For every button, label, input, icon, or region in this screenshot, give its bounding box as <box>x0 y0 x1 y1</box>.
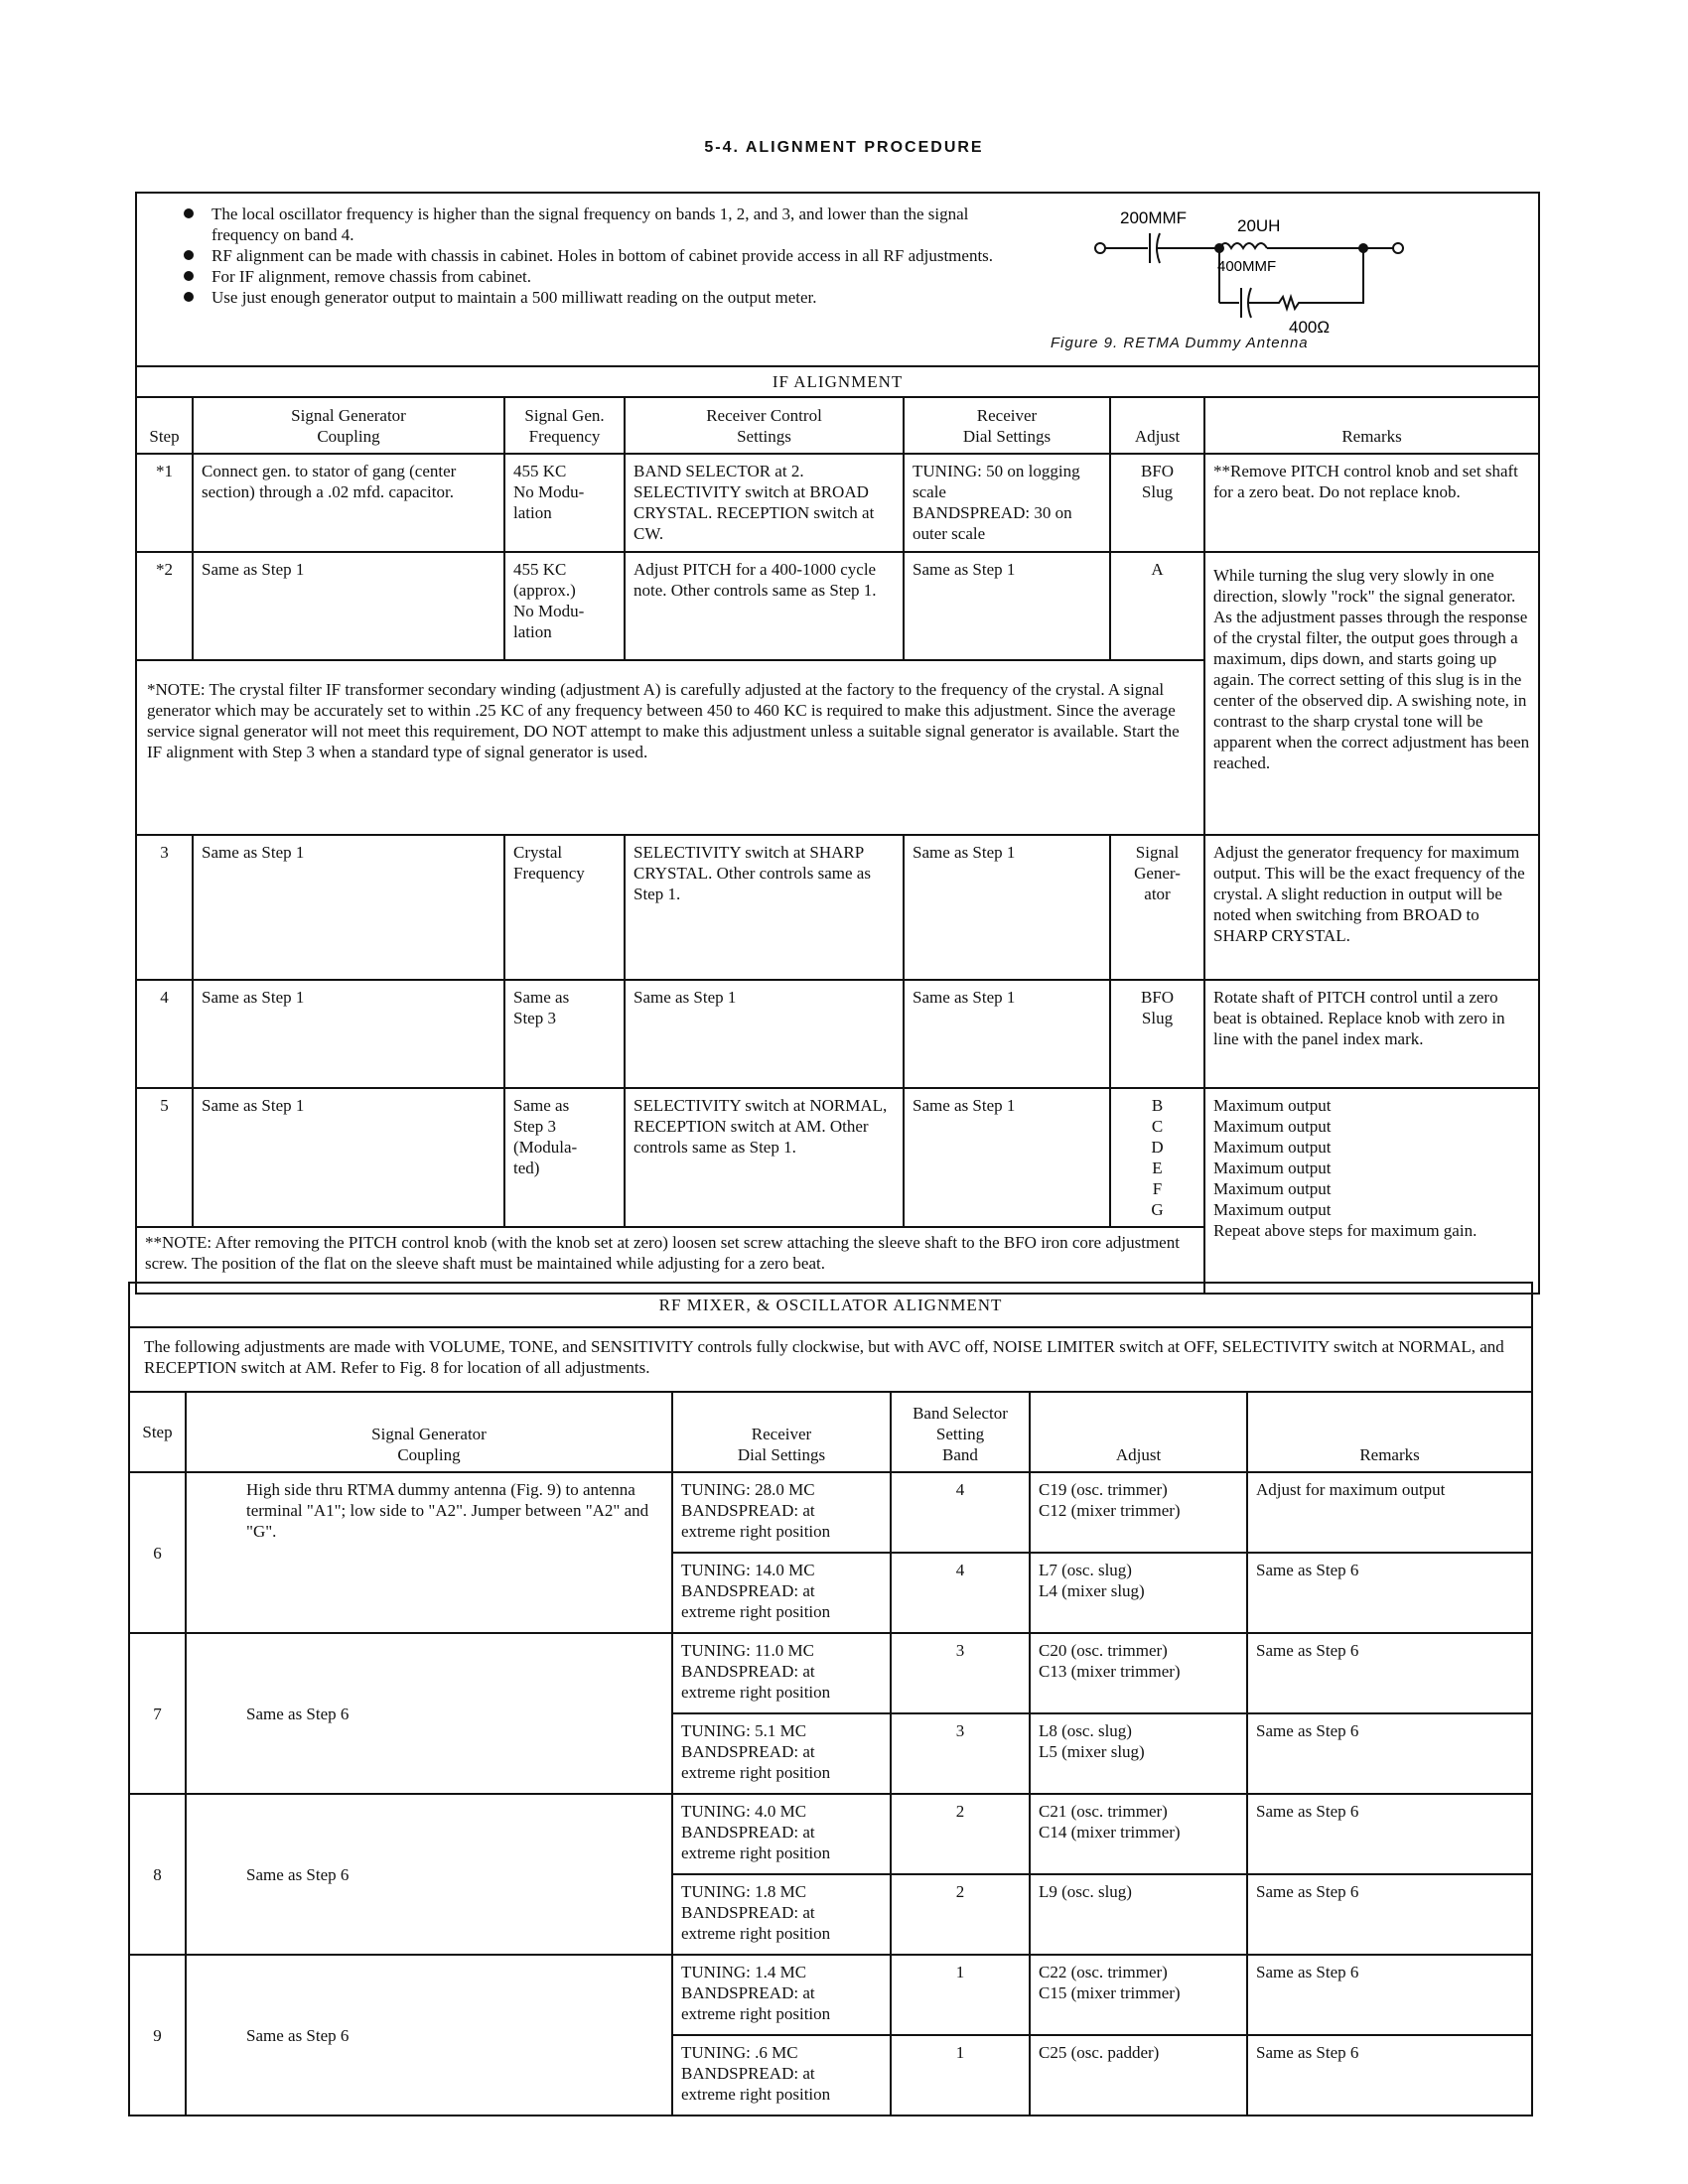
dial-settings: TUNING: 14.0 MC BANDSPREAD: at extreme right position <box>672 1553 891 1633</box>
step: 6 <box>129 1472 186 1633</box>
coupling: High side thru RTMA dummy antenna (Fig. 9) to antenna terminal "A1"; low side to "A2". Jumper between "A2" and "G". <box>186 1472 672 1633</box>
step: *2 <box>136 552 193 660</box>
table-row <box>129 1472 1532 1553</box>
bullet-item: Use just enough generator output to maintain a 500 milliwatt reading on the output meter. <box>182 287 996 308</box>
col-header: Adjust <box>1030 1392 1247 1472</box>
dial-settings: TUNING: 11.0 MC BANDSPREAD: at extreme right position <box>672 1633 891 1713</box>
coupling: Same as Step 1 <box>193 835 504 980</box>
frequency: 455 KC (approx.) No Modu- lation <box>504 552 625 660</box>
notes-box <box>135 192 1540 367</box>
band: 1 <box>891 1955 1030 2035</box>
band: 4 <box>891 1553 1030 1633</box>
adjust: A <box>1110 552 1204 660</box>
adjust: C20 (osc. trimmer) C13 (mixer trimmer) <box>1030 1633 1247 1713</box>
table-row <box>129 1955 1532 2035</box>
bullet-item: For IF alignment, remove chassis from cabinet. <box>182 266 996 287</box>
bullet-item: RF alignment can be made with chassis in cabinet. Holes in bottom of cabinet provide access in all RF adjustments. <box>182 245 996 266</box>
step: *1 <box>136 454 193 552</box>
section-title: RF MIXER, & OSCILLATOR ALIGNMENT <box>129 1283 1532 1327</box>
col-header: Receiver Dial Settings <box>904 397 1110 454</box>
step: 5 <box>136 1088 193 1227</box>
band: 1 <box>891 2035 1030 2116</box>
remarks: Same as Step 6 <box>1247 1955 1532 2035</box>
dial-settings: Same as Step 1 <box>904 835 1110 980</box>
adjust: BFO Slug <box>1110 454 1204 552</box>
adjust: L8 (osc. slug) L5 (mixer slug) <box>1030 1713 1247 1794</box>
coupling: Same as Step 6 <box>186 1633 672 1794</box>
control-settings: Adjust PITCH for a 400-1000 cycle note. Other controls same as Step 1. <box>625 552 904 660</box>
remarks: Same as Step 6 <box>1247 2035 1532 2116</box>
frequency: 455 KC No Modu- lation <box>504 454 625 552</box>
control-settings: BAND SELECTOR at 2. SELECTIVITY switch at BROAD CRYSTAL. RECEPTION switch at CW. <box>625 454 904 552</box>
dial-settings: Same as Step 1 <box>904 1088 1110 1227</box>
figure-caption: Figure 9. RETMA Dummy Antenna <box>1051 335 1309 351</box>
adjust: L7 (osc. slug) L4 (mixer slug) <box>1030 1553 1247 1633</box>
table-row <box>136 454 1539 552</box>
col-header: Receiver Control Settings <box>625 397 904 454</box>
control-settings: Same as Step 1 <box>625 980 904 1088</box>
dial-settings: TUNING: 5.1 MC BANDSPREAD: at extreme right position <box>672 1713 891 1794</box>
bullet-item: The local oscillator frequency is higher than the signal frequency on bands 1, 2, and 3, and lower than the signal frequency on band 4. <box>182 204 996 245</box>
remarks: Maximum output Maximum output Maximum output Maximum output Maximum output Maximum output Repeat above steps for maximum gain. <box>1204 1088 1539 1294</box>
dial-settings: TUNING: 1.8 MC BANDSPREAD: at extreme right position <box>672 1874 891 1955</box>
capacitor-label: 200MMF <box>1120 208 1188 227</box>
table-row <box>129 1633 1532 1713</box>
coupling: Same as Step 6 <box>186 1955 672 2116</box>
capacitor2-label: 400MMF <box>1217 258 1277 275</box>
table-row <box>129 1794 1532 1874</box>
step: 8 <box>129 1794 186 1955</box>
col-header: Signal Generator Coupling <box>193 397 504 454</box>
adjust: B C D E F G <box>1110 1088 1204 1227</box>
dial-settings: TUNING: 1.4 MC BANDSPREAD: at extreme right position <box>672 1955 891 2035</box>
rf-alignment-table <box>128 1282 1533 2116</box>
adjust: BFO Slug <box>1110 980 1204 1088</box>
page-title: 5-4. ALIGNMENT PROCEDURE <box>704 139 984 156</box>
col-header: Step <box>136 397 193 454</box>
table-row <box>136 552 1539 660</box>
adjust: C22 (osc. trimmer) C15 (mixer trimmer) <box>1030 1955 1247 2035</box>
col-header: Remarks <box>1247 1392 1532 1472</box>
coupling: Connect gen. to stator of gang (center section) through a .02 mfd. capacitor. <box>193 454 504 552</box>
rf-intro: The following adjustments are made with VOLUME, TONE, and SENSITIVITY controls fully clockwise, but with AVC off, NOISE LIMITER switch at OFF, SELECTIVITY switch at NORMAL, and RECEPTION switch at AM. Refer to Fig. 8 for location of all adjustments. <box>129 1327 1532 1392</box>
step: 9 <box>129 1955 186 2116</box>
coupling: Same as Step 6 <box>186 1794 672 1955</box>
table-row <box>136 980 1539 1088</box>
col-header: Adjust <box>1110 397 1204 454</box>
col-header: Remarks <box>1204 397 1539 454</box>
dial-settings: Same as Step 1 <box>904 980 1110 1088</box>
if-alignment-table <box>135 365 1540 1295</box>
remarks: While turning the slug very slowly in one direction, slowly "rock" the signal generator. As the adjustment passes through the response of the crystal filter, the output goes through a maximum, dips down, and starts going up again. The correct setting of this slug is in the center of the observed dip. A swishing note, in contrast to the sharp crystal tone will be apparent when the correct adjustment has been reached. <box>1204 552 1539 835</box>
table-row <box>136 1088 1539 1227</box>
adjust: C21 (osc. trimmer) C14 (mixer trimmer) <box>1030 1794 1247 1874</box>
band: 2 <box>891 1874 1030 1955</box>
col-header: Receiver Dial Settings <box>672 1392 891 1472</box>
step: 4 <box>136 980 193 1088</box>
frequency: Same as Step 3 (Modula- ted) <box>504 1088 625 1227</box>
col-header: Step <box>129 1392 186 1472</box>
crystal-filter-note: *NOTE: The crystal filter IF transformer secondary winding (adjustment A) is carefully adjusted at the factory to the frequency of the crystal. A signal generator which may be accurately set to within .25 KC of any frequency between 450 to 460 KC is required to make this adjustment. Since the average service signal generator will not meet this requirement, DO NOT attempt to make this adjustment unless a suitable signal generator is available. Start the IF alignment with Step 3 when a standard type of signal generator is used. <box>136 660 1204 835</box>
dial-settings: Same as Step 1 <box>904 552 1110 660</box>
remarks: Same as Step 6 <box>1247 1553 1532 1633</box>
adjust: Signal Gener- ator <box>1110 835 1204 980</box>
frequency: Same as Step 3 <box>504 980 625 1088</box>
pitch-knob-note: **NOTE: After removing the PITCH control knob (with the knob set at zero) loosen set screw attaching the sleeve shaft to the BFO iron core adjustment screw. The position of the flat on the sleeve shaft must be maintained while adjusting for a zero beat. <box>136 1227 1204 1294</box>
dial-settings: TUNING: 28.0 MC BANDSPREAD: at extreme right position <box>672 1472 891 1553</box>
inductor-label: 20UH <box>1237 216 1281 235</box>
remarks: Rotate shaft of PITCH control until a zero beat is obtained. Replace knob with zero in line with the panel index mark. <box>1204 980 1539 1088</box>
band: 3 <box>891 1633 1030 1713</box>
band: 2 <box>891 1794 1030 1874</box>
coupling: Same as Step 1 <box>193 1088 504 1227</box>
band: 3 <box>891 1713 1030 1794</box>
col-header: Band Selector Setting Band <box>891 1392 1030 1472</box>
col-header: Signal Gen. Frequency <box>504 397 625 454</box>
adjust: C25 (osc. padder) <box>1030 2035 1247 2116</box>
col-header: Signal Generator Coupling <box>186 1392 672 1472</box>
section-title: IF ALIGNMENT <box>136 366 1539 397</box>
adjust: C19 (osc. trimmer) C12 (mixer trimmer) <box>1030 1472 1247 1553</box>
bullet-list <box>182 204 996 308</box>
step: 3 <box>136 835 193 980</box>
step: 7 <box>129 1633 186 1794</box>
control-settings: SELECTIVITY switch at SHARP CRYSTAL. Other controls same as Step 1. <box>625 835 904 980</box>
remarks: Same as Step 6 <box>1247 1874 1532 1955</box>
control-settings: SELECTIVITY switch at NORMAL, RECEPTION switch at AM. Other controls same as Step 1. <box>625 1088 904 1227</box>
remarks: Same as Step 6 <box>1247 1794 1532 1874</box>
remarks: **Remove PITCH control knob and set shaft for a zero beat. Do not replace knob. <box>1204 454 1539 552</box>
frequency: Crystal Frequency <box>504 835 625 980</box>
coupling: Same as Step 1 <box>193 552 504 660</box>
dial-settings: TUNING: 4.0 MC BANDSPREAD: at extreme right position <box>672 1794 891 1874</box>
remarks: Same as Step 6 <box>1247 1633 1532 1713</box>
resistor-label: 400Ω <box>1289 318 1331 337</box>
remarks: Adjust the generator frequency for maximum output. This will be the exact frequency of the crystal. A slight reduction in output will be noted when switching from BROAD to SHARP CRYSTAL. <box>1204 835 1539 980</box>
remarks: Same as Step 6 <box>1247 1713 1532 1794</box>
dial-settings: TUNING: 50 on logging scale BANDSPREAD: 30 on outer scale <box>904 454 1110 552</box>
table-row <box>136 835 1539 980</box>
band: 4 <box>891 1472 1030 1553</box>
remarks: Adjust for maximum output <box>1247 1472 1532 1553</box>
adjust: L9 (osc. slug) <box>1030 1874 1247 1955</box>
dial-settings: TUNING: .6 MC BANDSPREAD: at extreme right position <box>672 2035 891 2116</box>
coupling: Same as Step 1 <box>193 980 504 1088</box>
